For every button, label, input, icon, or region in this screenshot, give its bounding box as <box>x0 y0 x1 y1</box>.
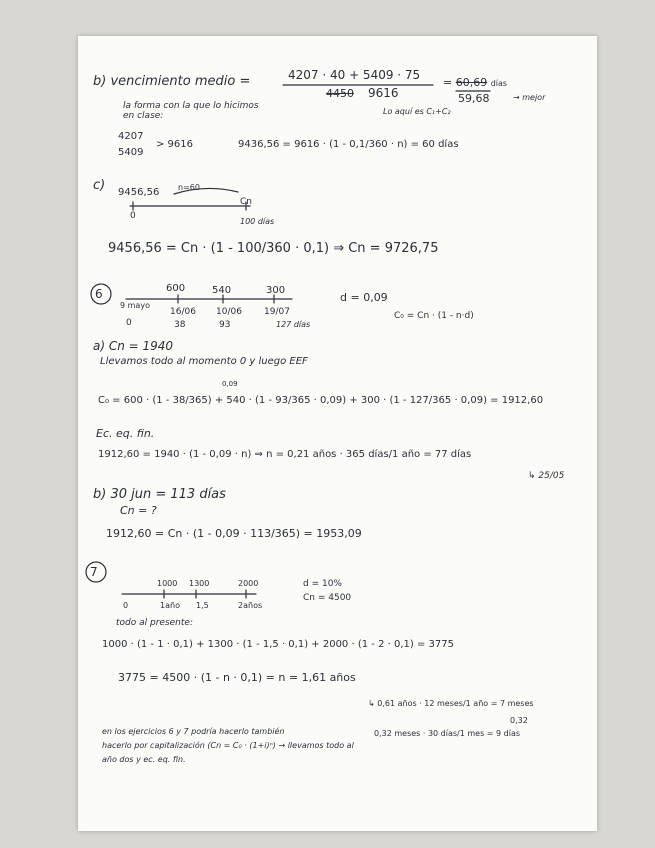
p7-conv2: 0,32 meses · 30 días/1 mes = 9 días <box>374 729 521 738</box>
p6-amount-1: 540 <box>212 285 232 296</box>
b1-note-line2: en clase: <box>123 111 164 121</box>
c-label: c) <box>93 178 106 193</box>
b1-result-unit: días <box>490 79 508 88</box>
p6-formula: C₀ = Cn · (1 - n·d) <box>394 311 474 321</box>
p7-cn-label: Cn = 4500 <box>303 593 352 603</box>
p6-a-label: a) Cn = 1940 <box>93 339 174 353</box>
p6-b-cn: Cn = ? <box>120 504 157 517</box>
c-timeline-mark: n=60 <box>178 183 200 192</box>
p7-tick-3: 2años <box>238 601 263 610</box>
p6-ec-note: ↳ 25/05 <box>528 471 565 481</box>
p6-ec-line: 1912,60 = 1940 · (1 - 0,09 · n) ⇒ n = 0,21 años · 365 días/1 año = 77 días <box>98 449 472 460</box>
p6-day-0: 0 <box>126 318 132 328</box>
p7-conv1: ↳ 0,61 años · 12 meses/1 año = 7 meses <box>368 699 534 708</box>
c-timeline-value: 9456,56 <box>118 187 160 198</box>
p7-tick-1: 1año <box>160 601 180 610</box>
p6-amount-0: 600 <box>166 283 186 294</box>
p6-b-line: 1912,60 = Cn · (1 - 0,09 · 113/365) = 1953,09 <box>106 527 362 540</box>
pen-strokes <box>78 36 597 831</box>
b1-label: b) vencimiento medio = <box>93 74 251 89</box>
p7-number: 7 <box>90 565 98 579</box>
p6-day-3: 127 días <box>276 320 311 329</box>
p6-d-label: d = 0,09 <box>340 291 388 304</box>
b1-sum-result: > 9616 <box>156 139 194 150</box>
p7-tick-0: 0 <box>123 601 129 610</box>
b1-note-line1: la forma con la que lo hicimos <box>123 101 259 111</box>
p6-date-3: 19/07 <box>264 307 290 317</box>
p7-amount-0: 1000 <box>157 579 178 588</box>
c-equation: 9456,56 = Cn · (1 - 100/360 · 0,1) ⇒ Cn = 9726,75 <box>108 241 439 256</box>
b1-sum-top: 4207 <box>118 131 144 142</box>
p7-d-label: d = 10% <box>303 579 342 589</box>
p6-date-1: 16/06 <box>170 307 196 317</box>
b1-numerator: 4207 · 40 + 5409 · 75 <box>288 68 421 82</box>
p6-c0-line: C₀ = 600 · (1 - 38/365) + 540 · (1 - 93/365 · 0,09) + 300 · (1 - 127/365 · 0,09) = 1912,60 <box>98 395 544 406</box>
p6-b-label: b) 30 jun = 113 días <box>93 487 226 502</box>
b1-sum-bottom: 5409 <box>118 147 144 158</box>
b1-denominator: 9616 <box>368 86 399 100</box>
p7-amount-1: 1300 <box>189 579 210 588</box>
p7-tick-2: 1,5 <box>196 601 209 610</box>
p6-a-note: Llevamos todo al momento 0 y luego EEF <box>100 356 308 367</box>
p7-footer3: año dos y ec. eq. fin. <box>102 755 186 764</box>
b1-result-note: → mejor <box>513 93 546 102</box>
p7-conv1-extra: 0,32 <box>510 716 528 725</box>
p7-line1: 1000 · (1 - 1 · 0,1) + 1300 · (1 - 1,5 · 0,1) + 2000 · (1 - 2 · 0,1) = 3775 <box>102 639 454 650</box>
b1-result-alt: 59,68 <box>458 92 490 105</box>
handwritten-page: b) vencimiento medio = 4207 · 40 + 5409 · 75 4450 9616 = 60,69 días 59,68 → mejor la forma con la que lo hicimos en clase: Lo aquí es C₁+C₂ 4207 5409 > 9616 9436,56 = 9616 · (1 - 0,1/360 · n) = 60 días c) 9456,56 n=60 0 Cn 100 días 9456,56 = Cn · (1 - 100/360 · 0,1) ⇒ Cn = 9726,75 6 600 540 300 9 mayo 16/06 10/06 19/07 0 38 93 127 días d = 0,09 C₀ = Cn · (1 - n·d) a) Cn = 1940 Llevamos todo al momento 0 y luego EEF 0,09 C₀ = 600 · (1 - 38/365) + 540 · (1 - 93/365 · 0,09) + 300 · (1 - 127/365 · 0,09) = 1912,60 Ec. eq. fin. 1912,60 = 1940 · (1 - 0,09 · n) ⇒ n = 0,21 años · 365 días/1 año = 77 días ↳ 25/05 b) 30 jun = 113 días Cn = ? 1912,60 = Cn · (1 - 0,09 · 113/365) = 1953,09 7 1000 1300 2000 0 1año 1,5 2años d = 10% Cn = 4500 todo al presente: 1000 · (1 - 1 · 0,1) + 1300 · (1 - 1,5 · 0,1) + 2000 · (1 - 2 · 0,1) = 3775 3775 = 4500 · (1 - n · 0,1) = n = 1,61 años ↳ 0,61 años · 12 meses/1 año = 7 meses 0,32 0,32 meses · 30 días/1 mes = 9 días en los ejercicios 6 y 7 podría hacerlo también hacerlo por capitalización (Cn = C₀ · (1+i)ⁿ) → llevamos todo al año dos y ec. eq. fin. <box>78 36 597 831</box>
p7-footer2: hacerlo por capitalización (Cn = C₀ · (1+i)ⁿ) → llevamos todo al <box>102 741 354 750</box>
p6-ec-label: Ec. eq. fin. <box>96 427 155 440</box>
p6-date-2: 10/06 <box>216 307 242 317</box>
c-timeline-end-label: Cn <box>240 197 252 207</box>
p6-c0-annotation: 0,09 <box>222 380 238 388</box>
b1-result-struck: 60,69 <box>455 76 488 89</box>
p6-number: 6 <box>95 287 103 301</box>
p6-amount-2: 300 <box>266 285 286 296</box>
p7-amount-2: 2000 <box>238 579 259 588</box>
b1-denominator-struck: 4450 <box>326 87 354 100</box>
p7-footer1: en los ejercicios 6 y 7 podría hacerlo también <box>102 727 285 736</box>
p7-present-label: todo al presente: <box>116 618 193 628</box>
c-timeline-end: 100 días <box>240 217 275 226</box>
b1-note-right: Lo aquí es C₁+C₂ <box>383 107 451 116</box>
c-timeline-start: 0 <box>130 211 136 221</box>
p7-line2: 3775 = 4500 · (1 - n · 0,1) = n = 1,61 años <box>118 671 356 684</box>
p6-day-2: 93 <box>219 320 231 330</box>
b1-equation: 9436,56 = 9616 · (1 - 0,1/360 · n) = 60 días <box>238 139 459 150</box>
p6-date-0: 9 mayo <box>120 301 150 310</box>
p6-day-1: 38 <box>174 320 186 330</box>
